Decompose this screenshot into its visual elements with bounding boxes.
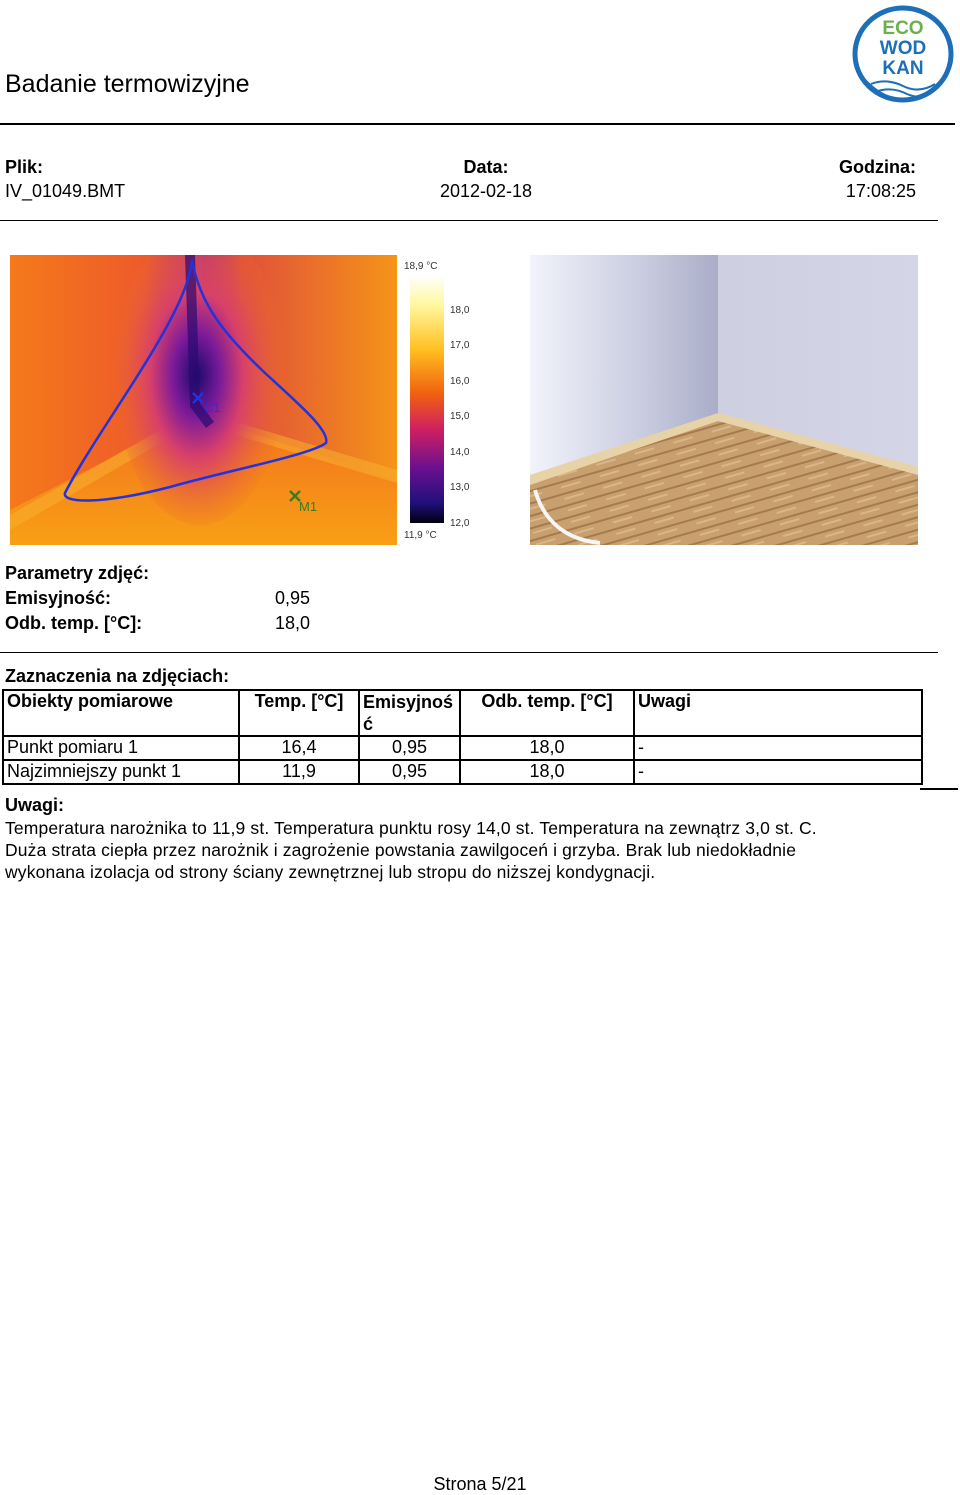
params-divider [0,652,938,653]
logo-text-kan: KAN [882,58,924,79]
page-title: Badanie termowizyjne [5,70,250,98]
notes-line: Duża strata ciepła przez narożnik i zagrożenie powstania zawilgoceń i grzyba. Brak lub niedokładnie [5,840,797,860]
time-value: 17:08:25 [845,181,916,201]
table-cell: 0,95 [359,760,460,784]
scale-max-label: 18,9 °C [404,261,438,272]
table-header-row [3,690,922,736]
column-header: Uwagi [634,690,922,736]
table-row [3,736,922,760]
table-cell: - [634,736,922,760]
emissivity-label: Emisyjność: [5,588,112,608]
ecowodkan-logo [851,4,955,106]
table-cell: 0,95 [359,736,460,760]
logo-text-wod: WOD [879,38,927,59]
scale-tick: 16,0 [450,376,470,387]
page-number: Strona 5/21 [433,1474,527,1494]
emissivity-value: 0,95 [275,588,311,608]
refl-temp-label: Odb. temp. [°C]: [5,613,143,633]
table-cell: 16,4 [239,736,359,760]
table-row [3,760,922,784]
header-divider [0,123,955,125]
info-divider [0,220,938,221]
table-cell: 11,9 [239,760,359,784]
table-cell: Punkt pomiaru 1 [3,736,239,760]
date-value: 2012-02-18 [439,181,533,201]
file-label: Plik: [5,157,44,177]
notes-line: wykonana izolacja od strony ściany zewnętrznej lub stropu do niższej kondygnacji. [5,862,656,882]
visual-photo [530,255,918,545]
column-header: Temp. [°C] [239,690,359,736]
table-cell: 18,0 [460,736,634,760]
scale-tick: 14,0 [450,447,470,458]
table-cell: Najzimniejszy punkt 1 [3,760,239,784]
temperature-scale [402,255,522,545]
notes-text [5,817,955,883]
column-header: Obiekty pomiarowe [3,690,239,736]
refl-temp-value: 18,0 [275,613,311,633]
date-label: Data: [463,157,509,177]
scale-min-label: 11,9 °C [404,530,437,541]
measurements-table [2,689,923,785]
scale-tick: 15,0 [450,411,470,422]
params-heading: Parametry zdjęć: [5,563,150,583]
column-header: Odb. temp. [°C] [460,690,634,736]
marks-heading: Zaznaczenia na zdjęciach: [5,666,230,686]
file-value: IV_01049.BMT [5,181,126,201]
scale-tick: 13,0 [450,482,470,493]
notes-line: Temperatura narożnika to 11,9 st. Temperatura punktu rosy 14,0 st. Temperatura na zewnątrz 3,0 st. C. [5,818,817,838]
table-divider-tail [920,788,958,790]
table-cell: - [634,760,922,784]
scale-tick: 18,0 [450,305,470,316]
column-header: Emisyjnoś ć [359,690,460,736]
table-cell: 18,0 [460,760,634,784]
thermal-image [10,255,397,545]
notes-heading: Uwagi: [5,795,65,815]
scale-tick: 17,0 [450,340,470,351]
scale-tick: 12,0 [450,518,470,529]
logo-text-eco: ECO [882,18,924,39]
marker-m1-label: M1 [299,499,318,514]
time-label: Godzina: [839,157,916,177]
marker-c1-label: C1 [204,400,221,415]
